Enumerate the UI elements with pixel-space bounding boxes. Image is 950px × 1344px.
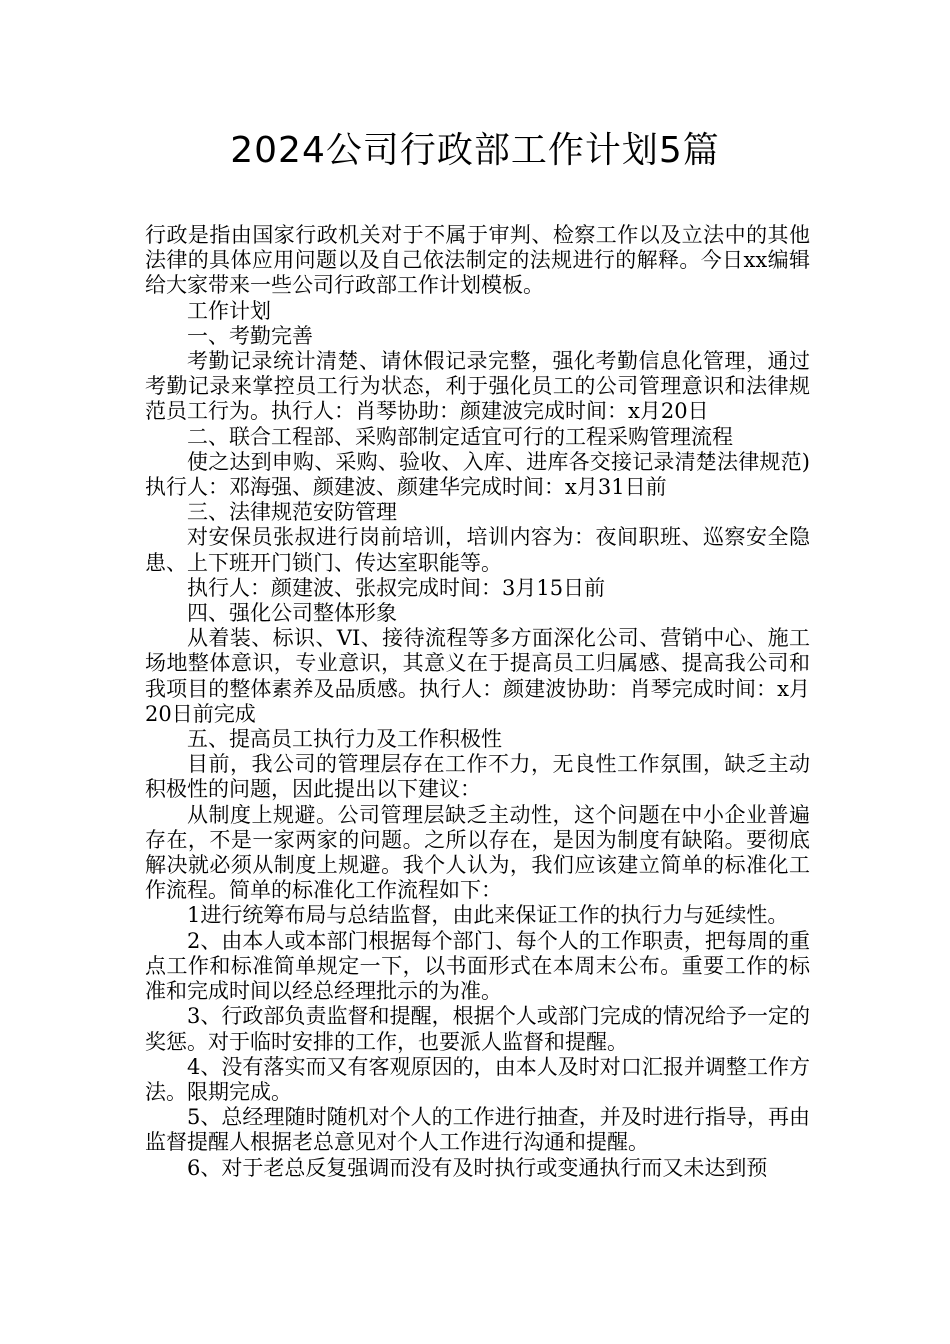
- body-paragraph: 目前，我公司的管理层存在工作不力，无良性工作氛围，缺乏主动积极性的问题，因此提出以下建议：: [145, 752, 810, 802]
- body-paragraph: 考勤记录统计清楚、请休假记录完整，强化考勤信息化管理，通过考勤记录来掌控员工行为状态，利于强化员工的公司管理意识和法律规范员工行为。执行人：肖琴协助：颜建波完成时间：x月20日: [145, 349, 810, 424]
- document-title: 2024公司行政部工作计划5篇: [230, 130, 720, 171]
- body-paragraph: 二、联合工程部、采购部制定适宜可行的工程采购管理流程: [187, 424, 733, 449]
- body-paragraph: 一、考勤完善: [187, 323, 313, 348]
- body-paragraph: 行政是指由国家行政机关对于不属于审判、检察工作以及立法中的其他法律的具体应用问题以及自己依法制定的法规进行的解释。今日xx编辑给大家带来一些公司行政部工作计划模板。: [145, 223, 810, 298]
- body-paragraph: 工作计划: [187, 298, 271, 323]
- body-paragraph: 2、由本人或本部门根据每个部门、每个人的工作职责，把每周的重点工作和标准简单规定一下，以书面形式在本周末公布。重要工作的标准和完成时间以经总经理批示的为准。: [145, 928, 810, 1004]
- body-paragraph: 4、没有落实而又有客观原因的，由本人及时对口汇报并调整工作方法。限期完成。: [145, 1054, 810, 1104]
- body-paragraph: 从着装、标识、VI、接待流程等多方面深化公司、营销中心、施工场地整体意识，专业意识，其意义在于提高员工归属感、提高我公司和我项目的整体素养及品质感。执行人：颜建波协助：肖琴完成时间：x月20日前完成: [145, 626, 810, 726]
- body-paragraph: 1进行统筹布局与总结监督，由此来保证工作的执行力与延续性。: [187, 903, 789, 928]
- body-paragraph: 3、行政部负责监督和提醒，根据个人或部门完成的情况给予一定的奖惩。对于临时安排的工作，也要派人监督和提醒。: [145, 1004, 810, 1054]
- body-paragraph: 5、总经理随时随机对个人的工作进行抽查，并及时进行指导，再由监督提醒人根据老总意见对个人工作进行沟通和提醒。: [145, 1105, 810, 1155]
- body-paragraph: 使之达到申购、采购、验收、入库、进库各交接记录清楚法律规范)执行人：邓海强、颜建波、颜建华完成时间：x月31日前: [145, 449, 810, 500]
- document-body: [145, 223, 810, 1181]
- body-paragraph: 五、提高员工执行力及工作积极性: [187, 727, 502, 752]
- body-paragraph: 执行人：颜建波、张叔完成时间：3月15日前: [187, 575, 606, 600]
- body-paragraph: 对安保员张叔进行岗前培训，培训内容为：夜间职班、巡察安全隐患、上下班开门锁门、传达室职能等。: [145, 525, 810, 575]
- body-paragraph: 6、对于老总反复强调而没有及时执行或变通执行而又未达到预: [187, 1155, 768, 1180]
- body-paragraph: 从制度上规避。公司管理层缺乏主动性，这个问题在中小企业普遍存在，不是一家两家的问题。之所以存在，是因为制度有缺陷。要彻底解决就必须从制度上规避。我个人认为，我们应该建立简单的标准化工作流程。简单的标准化工作流程如下：: [145, 802, 810, 903]
- body-paragraph: 三、法律规范安防管理: [187, 500, 397, 525]
- body-paragraph: 四、强化公司整体形象: [187, 601, 397, 626]
